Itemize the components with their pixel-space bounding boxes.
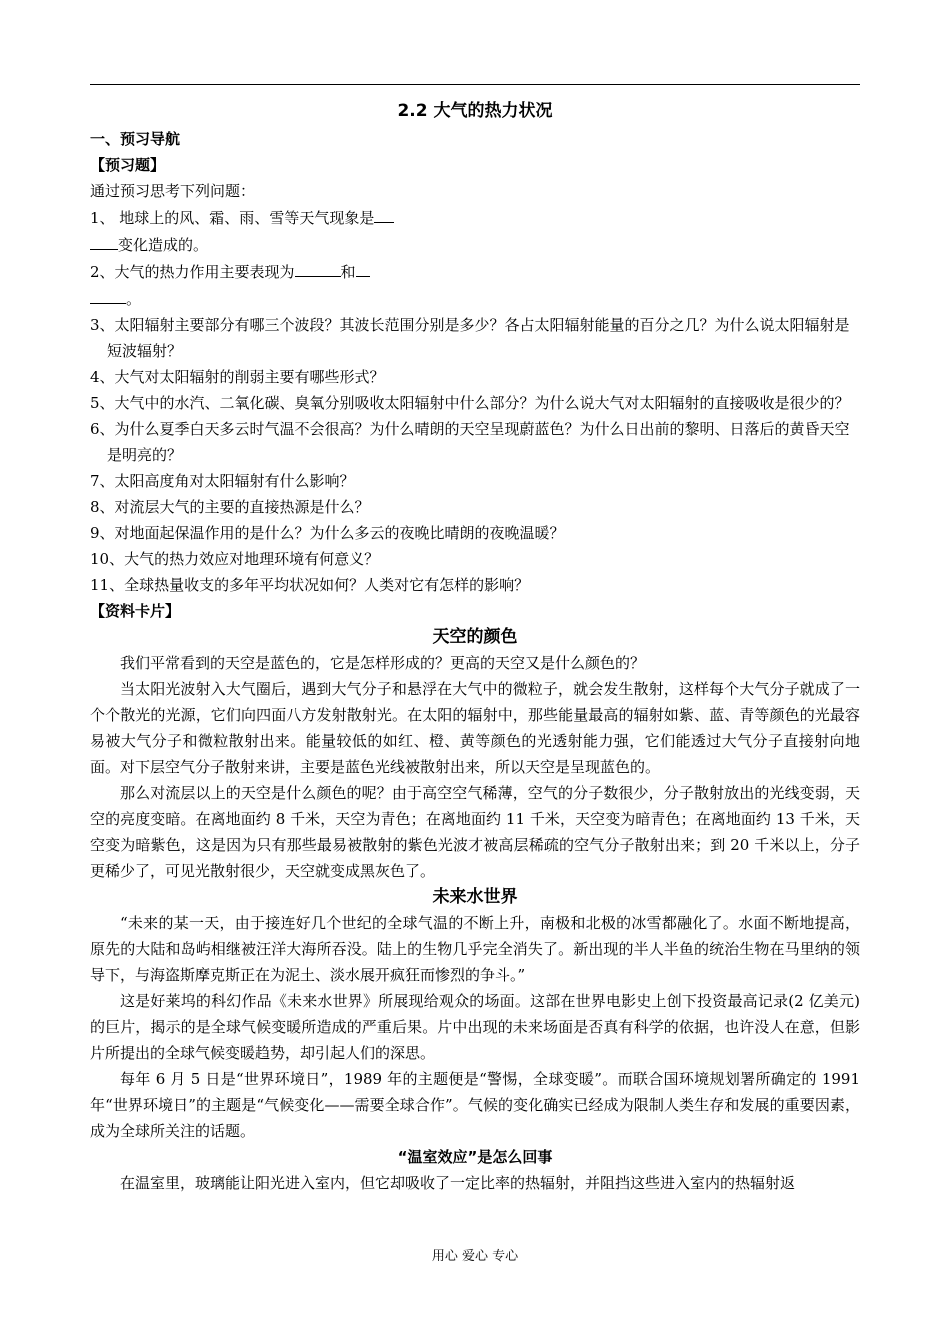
waterworld-heading: 未来水世界 [432, 887, 518, 907]
question-11: 11、全球热量收支的多年平均状况如何？人类对它有怎样的影响？ [90, 576, 530, 594]
answer-blank [295, 258, 341, 277]
greenhouse-paragraph-1: 在温室里，玻璃能让阳光进入室内，但它却吸收了一定比率的热辐射，并阻挡这些进入室内的热辐射返 [120, 1174, 796, 1192]
answer-blank [90, 231, 118, 250]
answer-blank [356, 258, 370, 277]
section-heading: 一、预习导航 [90, 130, 181, 148]
question-2-text: 2、大气的热力作用主要表现为 [90, 263, 295, 281]
page-footer: 用心 爱心 专心 [431, 1249, 519, 1264]
question-1-cont [90, 231, 860, 258]
card-label: 【资料卡片】 [90, 602, 181, 620]
question-5: 5、大气中的水汽、二氧化碳、臭氧分别吸收太阳辐射中什么部分？为什么说大气对太阳辐射的直接吸收是很少的？ [90, 394, 850, 412]
question-1-text: 1、 地球上的风、霜、雨、雪等天气现象是 [90, 209, 375, 227]
question-2-end: 。 [126, 290, 142, 308]
page-title: 2.2 大气的热力状况 [397, 101, 553, 121]
document-content [90, 98, 860, 1196]
sky-color-heading: 天空的颜色 [432, 627, 518, 647]
sky-paragraph-3: 那么对流层以上的天空是什么颜色的呢？由于高空空气稀薄，空气的分子数很少，分子散射放出的光线变弱，天空的亮度变暗。在离地面约 8 千米，天空为青色；在离地面约 11 千米，天空变为暗青色；在离地面约 13 千米，天空变为暗紫色，这是因为只有那些最易被散射的紫色光波才被高层稀疏的空气分子散射出来；到 20 千米以上，分子更稀少了，可见光散射很少，天空就变成黑灰色了。 [90, 784, 860, 880]
sky-paragraph-1: 我们平常看到的天空是蓝色的，它是怎样形成的？更高的天空又是什么颜色的？ [120, 654, 646, 672]
question-2-and: 和 [340, 263, 356, 281]
answer-blank [90, 285, 126, 304]
question-6: 6、为什么夏季白天多云时气温不会很高？为什么晴朗的天空呈现蔚蓝色？为什么日出前的黎明、日落后的黄昏天空是明亮的？ [90, 420, 850, 464]
waterworld-paragraph-1: “未来的某一天，由于接连好几个世纪的全球气温的不断上升，南极和北极的冰雪都融化了。水面不断地提高，原先的大陆和岛屿相继被汪洋大海所吞没。陆上的生物几乎完全消失了。新出现的半人半鱼的统治生物在马里纳的领导下，与海盗斯摩克斯正在为泥土、淡水展开疯狂而惨烈的争斗。” [90, 914, 860, 984]
sky-paragraph-2: 当太阳光波射入大气圈后，遇到大气分子和悬浮在大气中的微粒子，就会发生散射，这样每个大气分子就成了一个个散光的光源，它们向四面八方发射散射光。在太阳的辐射中，那些能量最高的辐射如紫、蓝、青等颜色的光最容易被大气分子和微粒散射出来。能量较低的如红、橙、黄等颜色的光透射能力强，它们能透过大气分子直接射向地面。对下层空气分子散射来讲，主要是蓝色光线被散射出来，所以天空是呈现蓝色的。 [90, 680, 860, 776]
waterworld-paragraph-2: 这是好莱坞的科幻作品《未来水世界》所展现给观众的场面。这部在世界电影史上创下投资最高记录(2 亿美元)的巨片，揭示的是全球气候变暖所造成的严重后果。片中出现的未来场面是否真有科学的依据，也许没人在意，但影片所提出的全球气候变暖趋势，却引起人们的深思。 [90, 992, 860, 1062]
preview-label: 【预习题】 [90, 156, 166, 174]
header-rule [90, 84, 860, 85]
intro-text: 通过预习思考下列问题： [90, 182, 256, 200]
greenhouse-heading: “温室效应”是怎么回事 [397, 1148, 553, 1166]
question-10: 10、大气的热力效应对地理环境有何意义？ [90, 550, 380, 568]
waterworld-paragraph-3: 每年 6 月 5 日是“世界环境日”，1989 年的主题便是“警惕，全球变暖”。而联合国环境规划署所确定的 1991 年“世界环境日”的主题是“气候变化——需要全球合作”。气候的变化确实已经成为限制人类生存和发展的重要因素，成为全球所关注的话题。 [90, 1070, 860, 1140]
question-1-text-cont: 变化造成的。 [118, 236, 209, 254]
question-2 [90, 258, 860, 285]
question-9: 9、对地面起保温作用的是什么？为什么多云的夜晚比晴朗的夜晚温暖？ [90, 524, 565, 542]
answer-blank [374, 204, 394, 223]
question-2-cont [90, 285, 860, 312]
question-4: 4、大气对太阳辐射的削弱主要有哪些形式？ [90, 368, 385, 386]
question-1 [90, 204, 860, 231]
question-8: 8、对流层大气的主要的直接热源是什么？ [90, 498, 370, 516]
question-7: 7、太阳高度角对太阳辐射有什么影响？ [90, 472, 355, 490]
question-3: 3、太阳辐射主要部分有哪三个波段？其波长范围分别是多少？各占太阳辐射能量的百分之几？为什么说太阳辐射是短波辐射？ [90, 316, 850, 360]
